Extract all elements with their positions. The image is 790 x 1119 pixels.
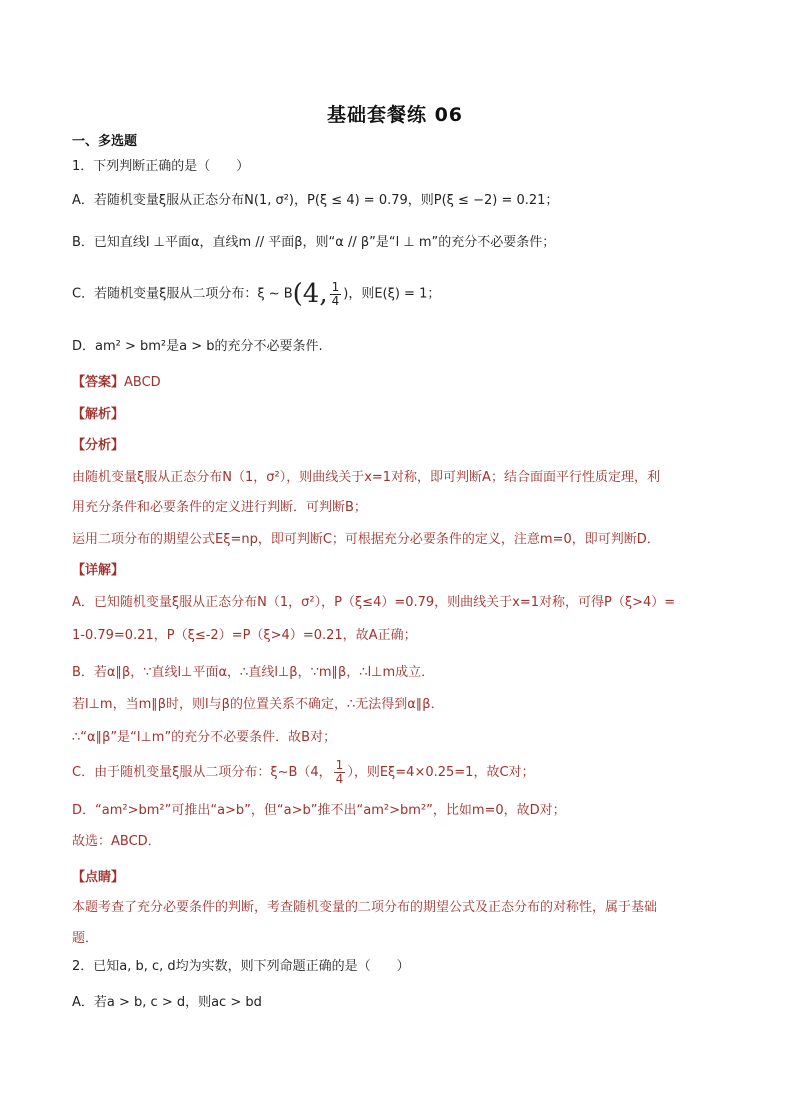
q1-option-b: B．已知直线l ⊥平面α，直线m // 平面β，则“α // β”是“l ⊥ m”的充分不必要条件；	[72, 235, 556, 250]
xiangjie-a2: 1-0.79=0.21，P（ξ≤-2）=P（ξ>4）=0.21，故A正确；	[72, 628, 417, 643]
xiangjie-tag: 【详解】	[72, 563, 125, 578]
q1-option-c-den: 4	[331, 293, 340, 308]
dianjing-line-2: 题．	[72, 931, 99, 946]
q1-stem: 1．下列判断正确的是（ ）	[72, 159, 250, 174]
q1-option-c-num: 1	[331, 279, 340, 294]
fenxi-line-2: 用充分条件和必要条件的定义进行判断．可判断B；	[72, 500, 367, 515]
xiangjie-c-pre: C．由于随机变量ξ服从二项分布：ξ~B（4，	[72, 765, 332, 780]
xiangjie-b1: B．若α∥β，∵直线l⊥平面α，∴直线l⊥β，∵m∥β，∴l⊥m成立．	[72, 665, 435, 680]
dianjing-tag: 【点睛】	[72, 870, 125, 885]
xiangjie-c-fraction	[334, 759, 346, 786]
xiangjie-b3: ∴“α∥β”是“l⊥m”的充分不必要条件．故B对；	[72, 730, 337, 745]
q1-option-c-open: (4,	[292, 279, 328, 309]
xiangjie-d1: D．“am²>bm²”可推出“a>b”，但“a>b”推不出“am²>bm²”，比如m=0，故D对；	[72, 803, 566, 818]
fenxi-tag: 【分析】	[72, 438, 125, 453]
fenxi-line-1: 由随机变量ξ服从正态分布N（1，σ²），则曲线关于x=1对称，即可判断A；结合面面平行性质定理，利	[72, 470, 660, 485]
xiangjie-conclusion: 故选：ABCD．	[72, 834, 161, 849]
dianjing-line-1: 本题考查了充分必要条件的判断，考查随机变量的二项分布的期望公式及正态分布的对称性，属于基础	[72, 900, 658, 915]
q1-option-c-post: )，则E(ξ) = 1；	[343, 286, 441, 302]
xiangjie-c	[72, 756, 722, 790]
q1-option-c	[72, 276, 722, 313]
xiangjie-b2: 若l⊥m，当m∥β时，则l与β的位置关系不确定，∴无法得到α∥β．	[72, 697, 444, 712]
xiangjie-a1: A．已知随机变量ξ服从正态分布N（1，σ²），P（ξ≤4）=0.79，则曲线关于x=1对称，可得P（ξ>4）=	[72, 595, 676, 610]
q1-option-d: D．am² > bm²是a > b的充分不必要条件.	[72, 339, 323, 354]
q2-option-a: A．若a > b, c > d，则ac > bd	[72, 995, 262, 1010]
q1-option-c-pre: C．若随机变量ξ服从二项分布：ξ ~ B	[72, 286, 293, 302]
answer-value: ABCD	[124, 375, 161, 390]
answer-line	[72, 374, 722, 392]
section-heading: 一、多选题	[72, 134, 138, 149]
q2-stem: 2．已知a, b, c, d均为实数，则下列命题正确的是（ ）	[72, 959, 410, 974]
page-title: 基础套餐练 06	[326, 104, 464, 126]
xiangjie-c-post: ），则Eξ=4×0.25=1，故C对；	[347, 765, 535, 780]
jiexi-tag: 【解析】	[72, 407, 125, 422]
q1-option-c-fraction	[330, 281, 342, 308]
fenxi-line-3: 运用二项分布的期望公式Eξ=np，即可判断C；可根据充分必要条件的定义，注意m=0，即可判断D．	[72, 532, 660, 547]
q1-option-a: A．若随机变量ξ服从正态分布N(1, σ²)，P(ξ ≤ 4) = 0.79，则P(ξ ≤ −2) = 0.21；	[72, 193, 559, 208]
xiangjie-c-den: 4	[335, 772, 344, 786]
answer-tag: 【答案】	[72, 375, 125, 390]
xiangjie-c-num: 1	[335, 758, 344, 772]
